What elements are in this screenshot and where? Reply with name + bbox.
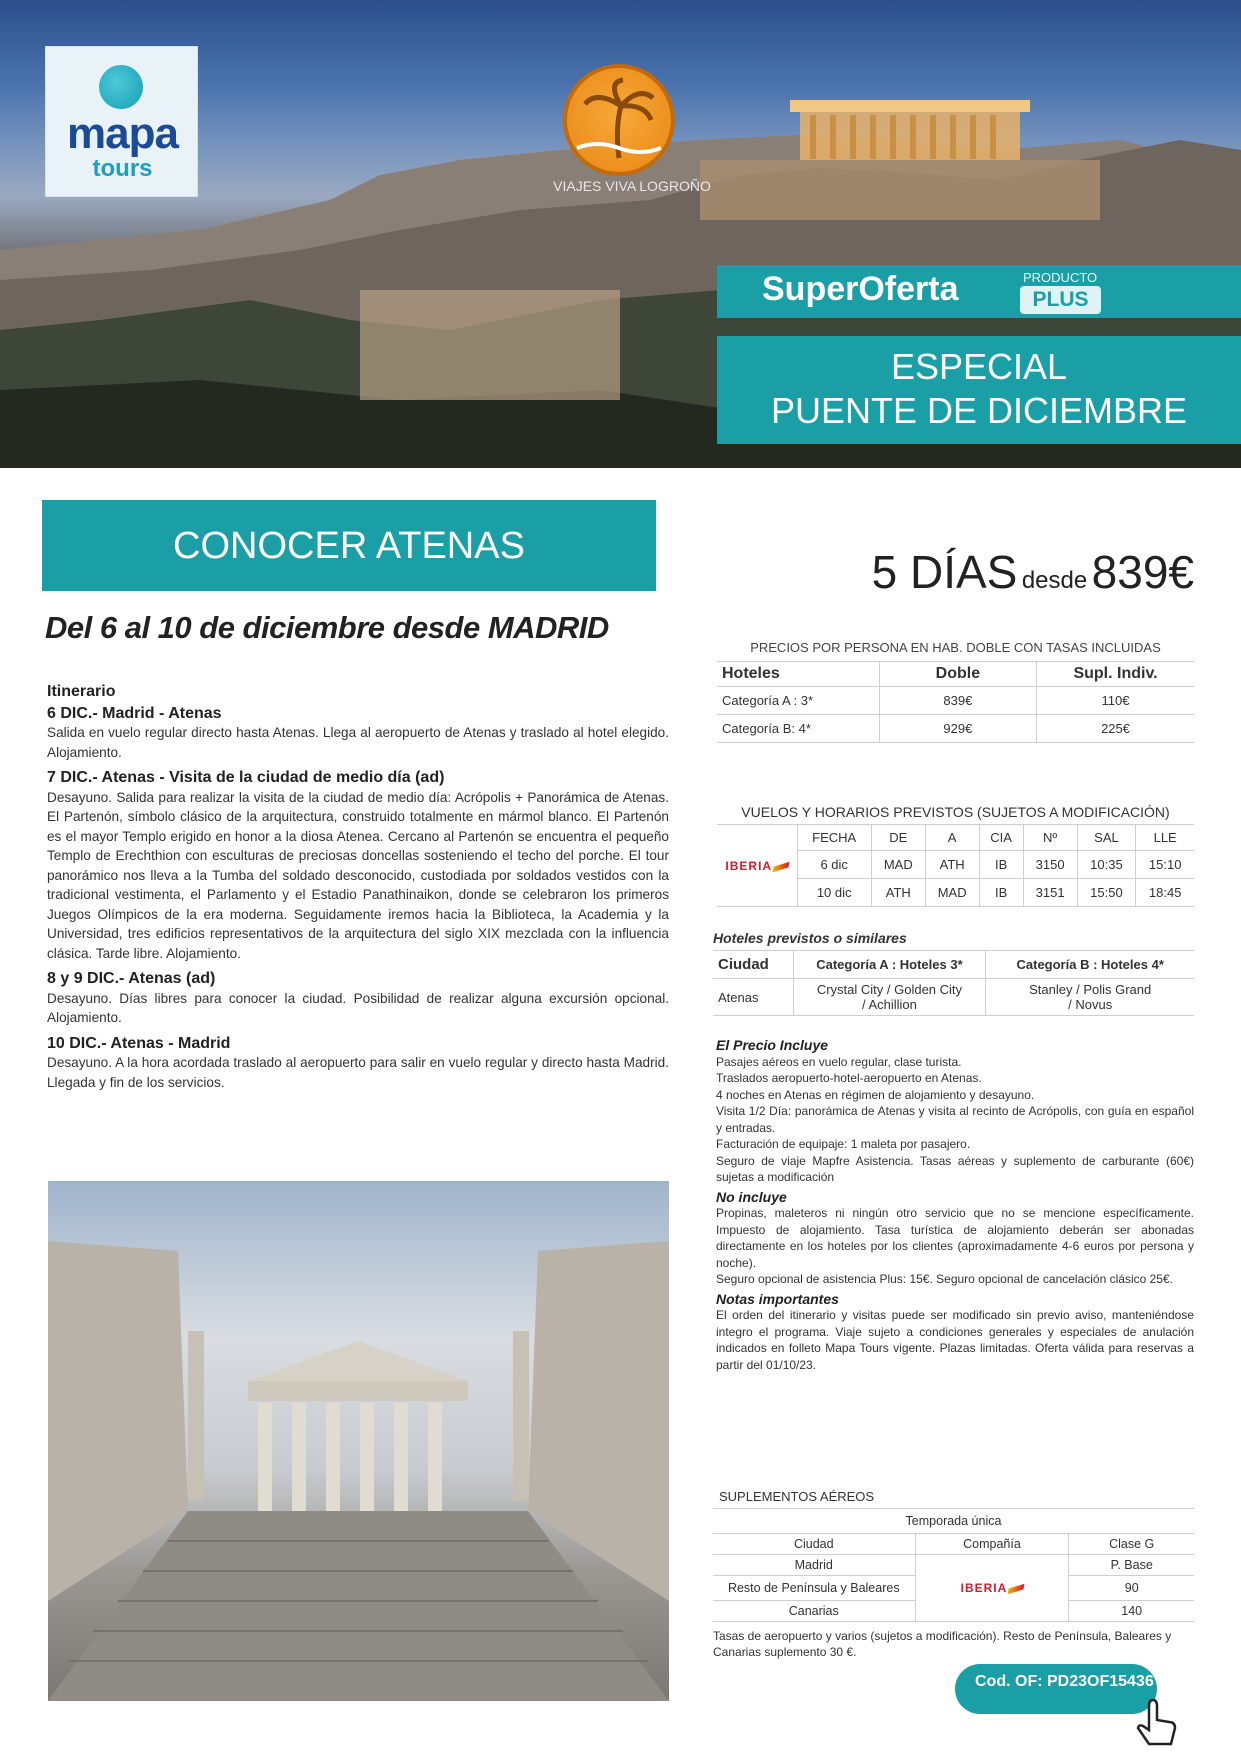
table-row: [717, 715, 1194, 743]
col-clase: Clase G: [1069, 1534, 1194, 1555]
col-cat-b: Categoría B : Hoteles 4*: [986, 951, 1194, 979]
cell: 10:35: [1077, 851, 1136, 879]
logo-text-bottom: tours: [92, 155, 153, 182]
col-doble: Doble: [879, 662, 1036, 687]
not-included-text: Propinas, maleteros ni ningún otro servicio que no se mencione específicamente. Impuesto de alojamiento. Tasa turística de alojamiento deberán ser abonadas directamente en los hoteles por los clientes (aproximadamente 4-6 euros por persona y noche). Seguro opcional de asistencia Plus: 15€. Seguro opcional de cancelación clásico 25€.: [716, 1206, 1194, 1286]
cell: 15:10: [1136, 851, 1194, 879]
cell: 140: [1069, 1601, 1194, 1622]
cell: Madrid: [713, 1555, 915, 1576]
col-ciudad: Ciudad: [713, 1534, 915, 1555]
cell: 10 dic: [797, 879, 871, 907]
day-text: Desayuno. A la hora acordada traslado al aeropuerto para salir en vuelo regular y directo hasta Madrid. Llegada y fin de los servicios.: [47, 1055, 669, 1090]
hotels-table: [713, 951, 1194, 1016]
conditions-section: [716, 1034, 1194, 1373]
desde-label: desde: [1021, 567, 1088, 594]
supplements-note: Tasas de aeropuerto y varios (sujetos a modificación). Resto de Península, Baleares y Canarias suplemento 30 €.: [713, 1629, 1172, 1659]
table-row: [717, 687, 1194, 715]
includes-heading: El Precio Incluye: [716, 1037, 829, 1053]
col-supl: Supl. Indiv.: [1037, 662, 1194, 687]
price-value: 839€: [1091, 546, 1194, 598]
plus-badge: PLUS: [1020, 286, 1101, 314]
col-ciudad: Ciudad: [713, 951, 793, 979]
col-de: DE: [871, 825, 925, 851]
super-oferta-label: SuperOferta: [762, 270, 959, 308]
itinerary-heading: Itinerario: [47, 683, 116, 700]
hotels-section: [713, 928, 1194, 1016]
supplements-section: [713, 1485, 1194, 1622]
cell: 3151: [1023, 879, 1077, 907]
day-title: 7 DIC.- Atenas - Visita de la ciudad de medio día (ad): [47, 769, 445, 786]
notes-heading: Notas importantes: [716, 1290, 839, 1307]
flights-heading: VUELOS Y HORARIOS PREVISTOS (SUJETOS A MODIFICACIÓN): [717, 800, 1194, 825]
cell: ATH: [871, 879, 925, 907]
iberia-logo-text: IBERIA: [960, 1581, 1008, 1595]
day-text: Desayuno. Días libres para conocer la ciudad. Posibilidad de realizar alguna excursión opcional. Alojamiento.: [47, 990, 669, 1025]
col-cia: CIA: [979, 825, 1023, 851]
prices-table: [717, 662, 1194, 743]
cell: ATH: [925, 851, 979, 879]
cell: MAD: [871, 851, 925, 879]
day-title: 8 y 9 DIC.- Atenas (ad): [47, 970, 216, 987]
day-title: 6 DIC.- Madrid - Atenas: [47, 704, 222, 722]
mapa-tours-logo: [45, 46, 198, 197]
cell: P. Base: [1069, 1555, 1194, 1576]
col-lle: LLE: [1136, 825, 1194, 851]
cell: 18:45: [1136, 879, 1194, 907]
cell: 225€: [1037, 715, 1194, 743]
cell: IB: [979, 851, 1023, 879]
cell: 929€: [879, 715, 1036, 743]
hand-pointer-icon: [1135, 1696, 1185, 1754]
cell: Resto de Península y Baleares: [713, 1576, 915, 1601]
logo-text-top: mapa: [67, 109, 178, 158]
itinerary: [47, 680, 669, 1098]
cell: Categoría A : 3*: [717, 687, 879, 715]
day-text: Desayuno. Salida para realizar la visita de la ciudad de medio día: Acrópolis + Panorámica de Atenas. El Partenón, símbolo clásico de la arquitectura, construido totalmente en mármol blanco. El Partenón es el mayor Templo erigido en honor a la diosa Atenea. Cercano al Partenón se encuentra el pequeño Templo de Erechthion con esculturas de preciosas doncellas sosteniendo el techo del porche. El tour panorámico nos lleva a la Tumba del soldado desconocido, custodiada por soldados vestidos con la tradicional vestimenta, el Parlamento y el Estadio Panathinaikon, donde se celebraron los primeros Juegos Olímpicos de la era moderna. Seguidamente iremos hacia la Biblioteca, la Academia y la Universidad, tres edificios representativos de la arquitectura del siglo XIX mezclada con la influencia clásica. Tarde libre. Alojamiento.: [47, 789, 669, 961]
col-num: Nº: [1023, 825, 1077, 851]
academy-illustration: [48, 1181, 669, 1701]
prices-section: [717, 634, 1194, 743]
prices-heading: PRECIOS POR PERSONA EN HAB. DOBLE CON TASAS INCLUIDAS: [717, 634, 1194, 662]
agency-name: VIAJES VIVA LOGROÑO: [553, 178, 711, 194]
trip-dates: Del 6 al 10 de diciembre desde MADRID: [45, 610, 609, 645]
price-headline: [830, 545, 1194, 599]
hotels-heading: Hoteles previstos o similares: [713, 928, 1194, 951]
offer-code-button[interactable]: Cod. OF: PD23OF15436: [955, 1664, 1157, 1714]
cell: 110€: [1037, 687, 1194, 715]
producto-label: PRODUCTO: [1023, 270, 1098, 285]
iberia-wing-icon: [1008, 1584, 1025, 1594]
supplements-table: [713, 1509, 1194, 1622]
flights-section: [717, 800, 1194, 907]
especial-line1: ESPECIAL: [890, 346, 1068, 387]
supplements-heading: SUPLEMENTOS AÉREOS: [713, 1485, 1194, 1509]
col-hoteles: Hoteles: [717, 662, 879, 687]
col-cat-a: Categoría A : Hoteles 3*: [793, 951, 986, 979]
season-label: Temporada única: [713, 1509, 1194, 1534]
table-row: [713, 979, 1194, 1016]
cell: 15:50: [1077, 879, 1136, 907]
col-sal: SAL: [1077, 825, 1136, 851]
cell: MAD: [925, 879, 979, 907]
academy-of-athens-photo: [48, 1181, 669, 1701]
agency-palm-logo: [563, 64, 675, 176]
table-row: [713, 1555, 1194, 1576]
page-title: CONOCER ATENAS: [173, 525, 525, 567]
cell: 90: [1069, 1576, 1194, 1601]
cell: 3150: [1023, 851, 1077, 879]
cell: Stanley / Polis Grand / Novus: [986, 979, 1194, 1016]
cell: IB: [979, 879, 1023, 907]
cell: 839€: [879, 687, 1036, 715]
cell: 6 dic: [797, 851, 871, 879]
logo-dot-icon: [99, 65, 143, 109]
iberia-logo-text: IBERIA: [725, 859, 773, 873]
iberia-wing-icon: [773, 862, 790, 872]
col-fecha: FECHA: [797, 825, 871, 851]
day-title: 10 DIC.- Atenas - Madrid: [47, 1034, 231, 1052]
iberia-logo: [717, 825, 797, 907]
col-a: A: [925, 825, 979, 851]
notes-text: El orden del itinerario y visitas puede ser modificado sin previo aviso, manteniéndose integro el programa. Viaje sujeto a condiciones generales y especiales de anulación indicados en folleto Mapa Tours vigente. Plazas limitadas. Oferta válida para reservas a partir del 01/10/23.: [716, 1308, 1194, 1372]
palm-tree-icon: [567, 68, 671, 172]
cell: Canarias: [713, 1601, 915, 1622]
cell: Crystal City / Golden City / Achillion: [793, 979, 986, 1016]
includes-text: Pasajes aéreos en vuelo regular, clase turista. Traslados aeropuerto-hotel-aeropuerto en Atenas. 4 noches en Atenas en régimen de alojamiento y desayuno. Visita 1/2 Día: panorámica de Atenas y visita al recinto de Acrópolis, con guía en español y entradas. Facturación de equipaje: 1 maleta por pasajero. Seguro de viaje Mapfre Asistencia. Tasas aéreas y suplemento de carburante (60€) sujetas a modificación: [716, 1054, 1194, 1184]
especial-line2: PUENTE DE DICIEMBRE: [770, 390, 1188, 431]
not-included-heading: No incluye: [716, 1188, 787, 1205]
days-label: 5 DÍAS: [871, 546, 1018, 598]
cell: Categoría B: 4*: [717, 715, 879, 743]
day-text: Salida en vuelo regular directo hasta Atenas. Llega al aeropuerto de Atenas y traslado al hotel elegido. Alojamiento.: [47, 725, 669, 760]
col-compania: Compañía: [915, 1534, 1069, 1555]
cell: Atenas: [713, 979, 793, 1016]
iberia-logo: [915, 1555, 1069, 1622]
flights-table: [717, 825, 1194, 907]
